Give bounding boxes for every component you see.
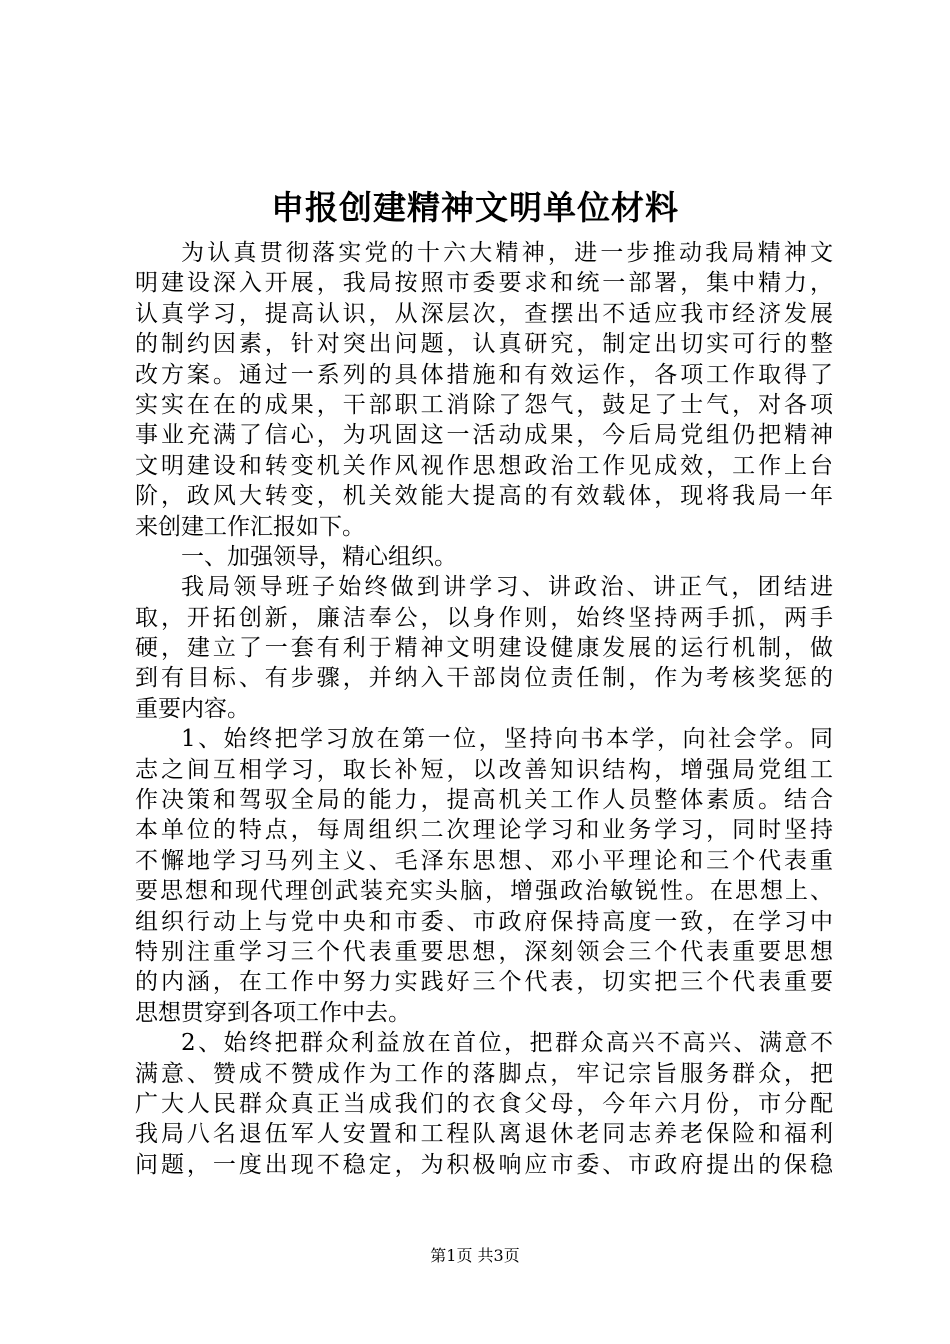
- text-line: 作决策和驾驭全局的能力，提高机关工作人员整体素质。结合: [135, 787, 833, 814]
- text-line: 一、加强领导，精心组织。: [181, 543, 457, 570]
- text-line: 到有目标、有步骤，并纳入干部岗位责任制，作为考核奖惩的: [135, 665, 833, 692]
- text-line: 满意、赞成不赞成作为工作的落脚点，牢记宗旨服务群众，把: [135, 1060, 833, 1087]
- text-line: 思想贯穿到各项工作中去。: [135, 999, 411, 1026]
- text-line: 问题，一度出现不稳定，为积极响应市委、市政府提出的保稳: [135, 1151, 833, 1178]
- text-line: 2、始终把群众利益放在首位，把群众高兴不高兴、满意不: [181, 1030, 833, 1057]
- text-line: 实实在在的成果，干部职工消除了怨气，鼓足了士气，对各项: [135, 391, 833, 418]
- text-line: 广大人民群众真正当成我们的衣食父母，今年六月份，市分配: [135, 1090, 833, 1117]
- page-footer: 第1页 共3页: [430, 1246, 520, 1265]
- text-line: 硬，建立了一套有利于精神文明建设健康发展的运行机制，做: [135, 635, 833, 662]
- text-line: 事业充满了信心，为巩固这一活动成果，今后局党组仍把精神: [135, 422, 833, 449]
- text-line: 取，开拓创新，廉洁奉公，以身作则，始终坚持两手抓，两手: [135, 604, 833, 631]
- text-line: 阶，政风大转变，机关效能大提高的有效载体，现将我局一年: [135, 483, 833, 510]
- text-line: 特别注重学习三个代表重要思想，深刻领会三个代表重要思想: [135, 938, 833, 965]
- text-line: 的内涵，在工作中努力实践好三个代表，切实把三个代表重要: [135, 969, 833, 996]
- text-line: 我局领导班子始终做到讲学习、讲政治、讲正气，团结进: [181, 574, 833, 601]
- text-line: 1、始终把学习放在第一位，坚持向书本学，向社会学。同: [181, 726, 833, 753]
- text-line: 的制约因素，针对突出问题，认真研究，制定出切实可行的整: [135, 331, 833, 358]
- text-line: 组织行动上与党中央和市委、市政府保持高度一致，在学习中: [135, 908, 833, 935]
- text-line: 要思想和现代理创武装充实头脑，增强政治敏锐性。在思想上、: [135, 878, 833, 905]
- text-line: 重要内容。: [135, 695, 250, 722]
- document-title: 申报创建精神文明单位材料: [271, 188, 679, 227]
- text-line: 不懈地学习马列主义、毛泽东思想、邓小平理论和三个代表重: [135, 847, 833, 874]
- text-line: 文明建设和转变机关作风视作思想政治工作见成效，工作上台: [135, 452, 833, 479]
- text-line: 明建设深入开展，我局按照市委要求和统一部署，集中精力，: [135, 270, 833, 297]
- text-line: 我局八名退伍军人安置和工程队离退休老同志养老保险和福利: [135, 1121, 833, 1148]
- document-body: [135, 238, 833, 1180]
- text-line: 志之间互相学习，取长补短，以改善知识结构，增强局党组工: [135, 756, 833, 783]
- text-line: 为认真贯彻落实党的十六大精神，进一步推动我局精神文: [181, 240, 833, 266]
- text-line: 本单位的特点，每周组织二次理论学习和业务学习，同时坚持: [135, 817, 833, 844]
- text-line: 认真学习，提高认识，从深层次，查摆出不适应我市经济发展: [135, 300, 833, 327]
- text-line: 改方案。通过一系列的具体措施和有效运作，各项工作取得了: [135, 361, 833, 388]
- text-line: 来创建工作汇报如下。: [135, 513, 365, 540]
